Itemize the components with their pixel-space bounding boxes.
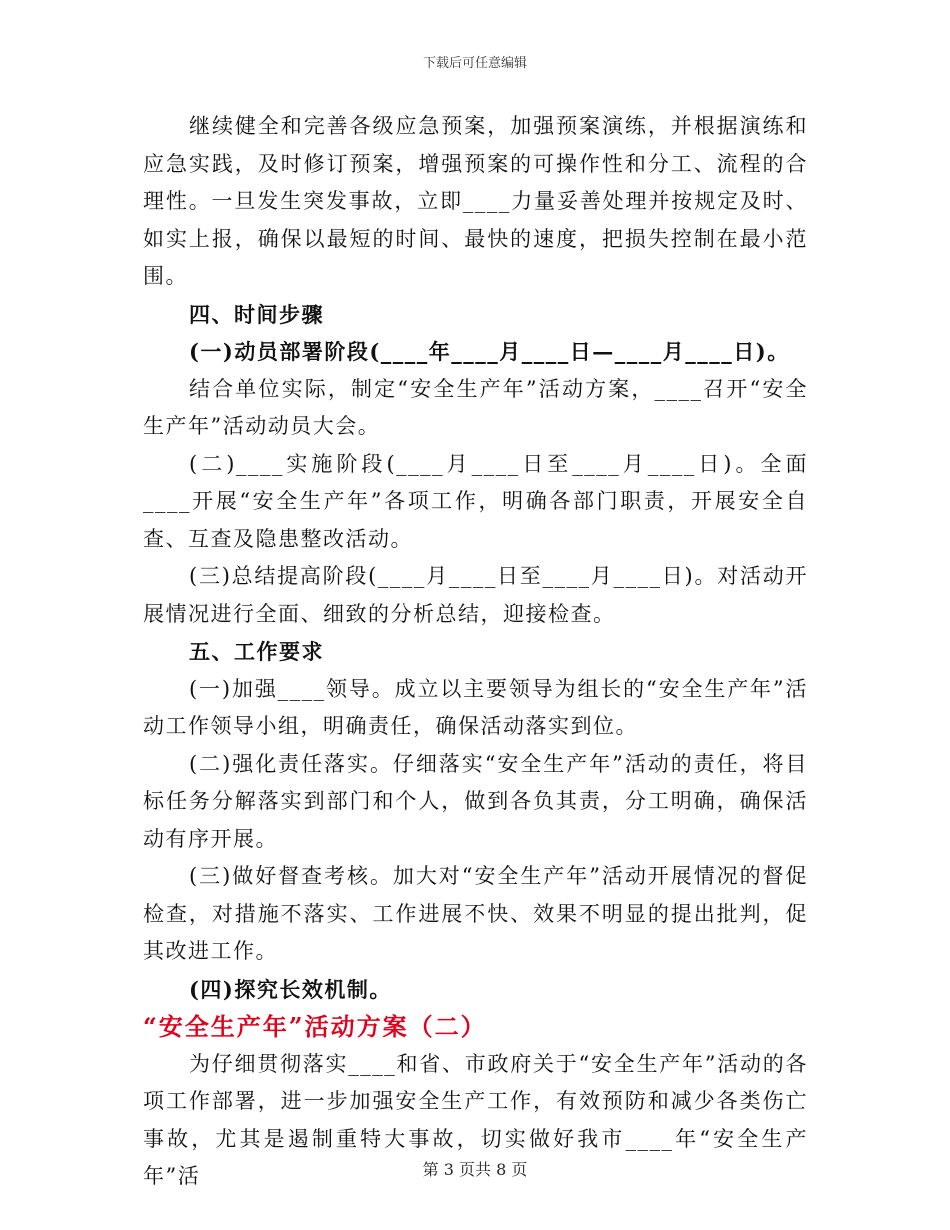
paragraph: (三)做好督查考核。加大对“安全生产年”活动开展情况的督促检查，对措施不落实、工作进展不快、效果不明显的提出批判，促其改进工作。: [143, 864, 808, 963]
section-heading: 四、时间步骤: [189, 301, 324, 327]
page-footer: 第 3 页共 8 页: [422, 1160, 528, 1179]
document-title: “安全生产年”活动方案（二）: [143, 1012, 487, 1041]
section-heading: 五、工作要求: [189, 639, 324, 664]
paragraph: (二)____实施阶段(____月____日至____月____日)。全面____开展“安全生产年”各项工作，明确各部门职责，开展安全自查、互查及隐患整改活动。: [143, 451, 808, 551]
paragraph: (三)总结提高阶段(____月____日至____月____日)。对活动开展情况进行全面、细致的分析总结，迎接检查。: [143, 564, 808, 626]
page-header: 下载后可任意编辑: [422, 56, 527, 71]
paragraph: (二)强化责任落实。仔细落实“安全生产年”活动的责任，将目标任务分解落实到部门和个人，做到各负其责，分工明确，确保活动有序开展。: [143, 751, 808, 851]
paragraph: (一)加强____领导。成立以主要领导为组长的“安全生产年”活动工作领导小组，明确责任，确保活动落实到位。: [143, 676, 808, 738]
sub-heading: (一)动员部署阶段(____年____月____日—____月____日)。: [189, 339, 790, 364]
paragraph: 为仔细贯彻落实____和省、市政府关于“安全生产年”活动的各项工作部署，进一步加强安全生产工作，有效预防和减少各类伤亡事故，尤其是遏制重特大事故，切实做好我市____年“安全生产年”活: [143, 1051, 808, 1188]
document-body: [143, 108, 808, 1196]
sub-heading: (四)探究长效机制。: [189, 976, 392, 1002]
paragraph: 结合单位实际，制定“安全生产年”活动方案，____召开“安全生产年”活动动员大会。: [143, 376, 808, 438]
paragraph: 继续健全和完善各级应急预案，加强预案演练，并根据演练和应急实践，及时修订预案，增强预案的可操作性和分工、流程的合理性。一旦发生突发事故，立即____力量妥善处理并按规定及时、如实上报，确保以最短的时间、最快的速度，把损失控制在最小范围。: [143, 114, 808, 288]
